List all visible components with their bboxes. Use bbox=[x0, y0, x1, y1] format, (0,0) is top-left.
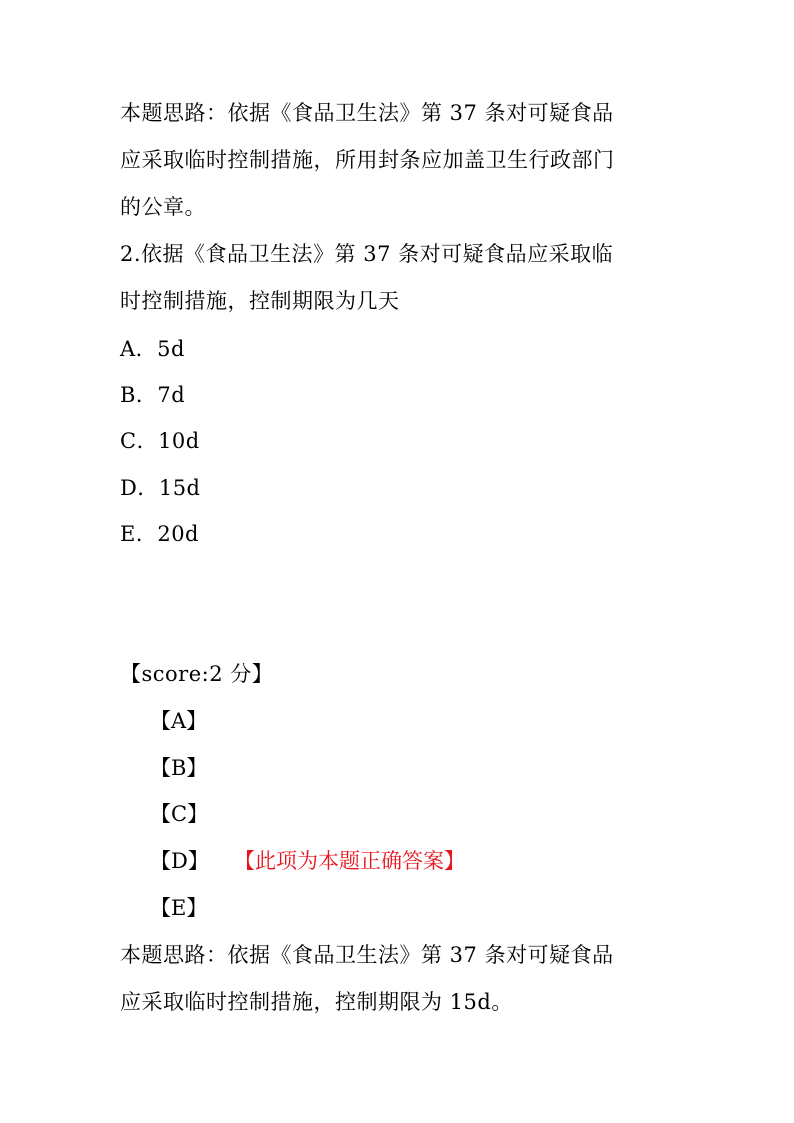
answer-a: 【A】 bbox=[150, 709, 208, 733]
answer-b: 【B】 bbox=[150, 756, 208, 780]
explanation-line-2: 应采取临时控制措施，控制期限为 15d。 bbox=[120, 990, 513, 1014]
prev-explanation-line-3: 的公章。 bbox=[120, 195, 206, 219]
answer-c: 【C】 bbox=[150, 802, 209, 826]
option-b: B．7d bbox=[120, 383, 186, 407]
answer-d: 【D】 bbox=[150, 849, 209, 873]
correct-answer-note: 【此项为本题正确答案】 bbox=[234, 849, 465, 873]
score-label: 【score:2 分】 bbox=[120, 662, 274, 686]
prev-explanation-line-1: 本题思路：依据《食品卫生法》第 37 条对可疑食品 bbox=[120, 101, 614, 125]
question-text-line-1: 2.依据《食品卫生法》第 37 条对可疑食品应采取临 bbox=[120, 242, 614, 266]
prev-explanation-line-2: 应采取临时控制措施，所用封条应加盖卫生行政部门 bbox=[120, 148, 615, 172]
option-d: D．15d bbox=[120, 476, 201, 500]
answer-e: 【E】 bbox=[150, 896, 208, 920]
option-e: E．20d bbox=[120, 522, 199, 546]
question-text-line-2: 时控制措施，控制期限为几天 bbox=[120, 289, 400, 313]
option-c: C．10d bbox=[120, 429, 200, 453]
explanation-line-1: 本题思路：依据《食品卫生法》第 37 条对可疑食品 bbox=[120, 943, 614, 967]
option-a: A．5d bbox=[120, 337, 185, 361]
